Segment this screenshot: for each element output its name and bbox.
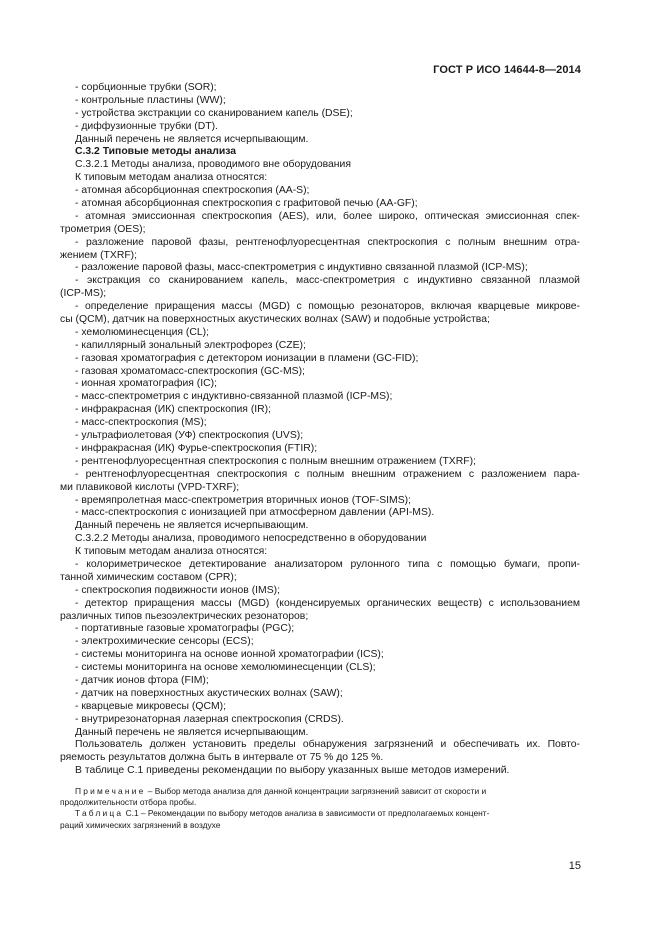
body-line: сы (QCM), датчик на поверхностных акустических волнах (SAW) и подобные устройства; [60,314,490,326]
body-line: C.3.2.2 Методы анализа, проводимого непосредственно в оборудовании [75,533,427,545]
note-label: Примечание [75,786,146,796]
page-number: 15 [568,860,581,872]
note-text: – Выбор метода анализа для данной концентрации загрязнений зависит от скорости и [145,786,487,796]
body-line: - портативные газовые хроматографы (PGC); [75,623,295,635]
note-line-2: продолжительности отбора пробы. [60,797,197,808]
body-line: - разложение паровой фазы, рентгенофлуоресцентная спектроскопия с полным внешним отра- [75,236,580,248]
body-line: танной химическим составом (CPR); [60,571,237,583]
body-line: - устройства экстракции со сканированием капель (DSE); [75,107,353,119]
body-line: - контрольные пластины (WW); [75,94,226,106]
table-caption-line-1 [60,808,580,819]
body-line: - разложение паровой фазы, масс-спектрометрия с индуктивно связанной плазмой (ICP-MS); [75,262,528,274]
body-line: - инфракрасная (ИК) Фурье-спектроскопия (FTIR); [75,442,318,454]
body-line: - рентгенофлуоресцентная спектроскопия с полным внешним отражением с разложением пара- [75,468,580,480]
table-caption-text: C.1 – Рекомендации по выбору методов анализа в зависимости от предполагаемых концент- [123,808,490,819]
body-line: - атомная эмиссионная спектроскопия (AES), или, более широко, оптическая эмиссионная спек- [75,210,580,222]
body-line: - датчик ионов фтора (FIM); [75,674,209,686]
body-line: - времяпролетная масс-спектрометрия вторичных ионов (TOF-SIMS); [75,494,411,506]
body-line: - системы мониторинга на основе хемолюминесценции (CLS); [75,662,376,674]
body-line: - хемолюминесценция (CL); [75,326,210,338]
table-caption-line-2: раций химических загрязнений в воздухе [60,819,221,830]
body-line: различных типов пьезоэлектрических резонаторов; [60,610,309,622]
body-line: В таблице C.1 приведены рекомендации по выбору указанных выше методов измерений. [75,765,510,777]
body-line: - спектроскопия подвижности ионов (IMS); [75,584,280,596]
body-line: - определение приращения массы (MGD) с помощью резонаторов, включая кварцевые микрове- [75,301,580,313]
body-line: К типовым методам анализа относятся: [75,172,268,184]
document-header: ГОСТ Р ИСО 14644-8—2014 [433,64,581,76]
body-line: - детектор приращения массы (MGD) (конденсируемых органических веществ) с использованием [75,597,580,609]
body-line: - масс-спектроскопия с ионизацией при атмосферном давлении (API-MS). [75,507,435,519]
body-line: - капиллярный зональный электрофорез (CZE); [75,339,306,351]
body-line: - рентгенофлуоресцентная спектроскопия с полным внешним отражением (TXRF); [75,455,476,467]
body-line: - кварцевые микровесы (QCM); [75,700,226,712]
body-line: Данный перечень не является исчерпывающим. [75,520,309,532]
body-line: Данный перечень не является исчерпывающим. [75,133,309,145]
body-line: - атомная абсорбционная спектроскопия (AA-S); [75,185,310,197]
section-heading: C.3.2 Типовые методы анализа [75,146,237,158]
body-line: - газовая хроматография с детектором ионизации в пламени (GC-FID); [75,352,419,364]
body-line: Пользователь должен установить пределы обнаружения загрязнений и обеспечивать их. Повто- [75,739,580,751]
body-line: трометрия (OES); [60,223,146,235]
body-line: ряемость результатов должна быть в интервале от 75 % до 125 %. [60,752,384,764]
body-line: жением (TXRF); [60,249,138,261]
body-line: - сорбционные трубки (SOR); [75,82,217,93]
body-line: - датчик на поверхностных акустических волнах (SAW); [75,687,343,699]
body-line: - экстракция со сканированием капель, масс-спектрометрия с индуктивно связанной плазмой [75,275,580,287]
note-line-1 [60,786,580,797]
body-line: - ионная хроматография (IC); [75,378,217,390]
body-line: - внутрирезонаторная лазерная спектроскопия (CRDS). [75,713,344,725]
document-body [60,82,580,778]
body-line: - колориметрическое детектирование анализатором рулонного типа с помощью бумаги, пропи- [75,558,580,570]
body-line: Данный перечень не является исчерпывающим. [75,726,309,738]
body-line: (ICP-MS); [60,288,107,300]
body-line: - газовая хроматомасс-спектроскопия (GC-MS); [75,365,305,377]
body-line: ми плавиковой кислоты (VPD-TXRF); [60,481,240,493]
body-line: - диффузионные трубки (DT). [75,120,218,132]
body-line: - атомная абсорбционная спектроскопия с графитовой печью (AA-GF); [75,198,418,210]
body-line: К типовым методам анализа относятся: [75,546,268,558]
body-line: C.3.2.1 Методы анализа, проводимого вне оборудования [75,159,351,171]
body-line: - электрохимические сенсоры (ECS); [75,636,254,648]
table-caption-label: Таблица [75,808,124,819]
body-line: - масс-спектрометрия с индуктивно-связанной плазмой (ICP-MS); [75,391,393,403]
body-line: - ультрафиолетовая (УФ) спектроскопия (UVS); [75,430,304,442]
notes-section [60,786,580,831]
body-line: - системы мониторинга на основе ионной хроматографии (ICS); [75,649,384,661]
body-line: - масс-спектроскопия (MS); [75,417,207,429]
body-line: - инфракрасная (ИК) спектроскопия (IR); [75,404,272,416]
